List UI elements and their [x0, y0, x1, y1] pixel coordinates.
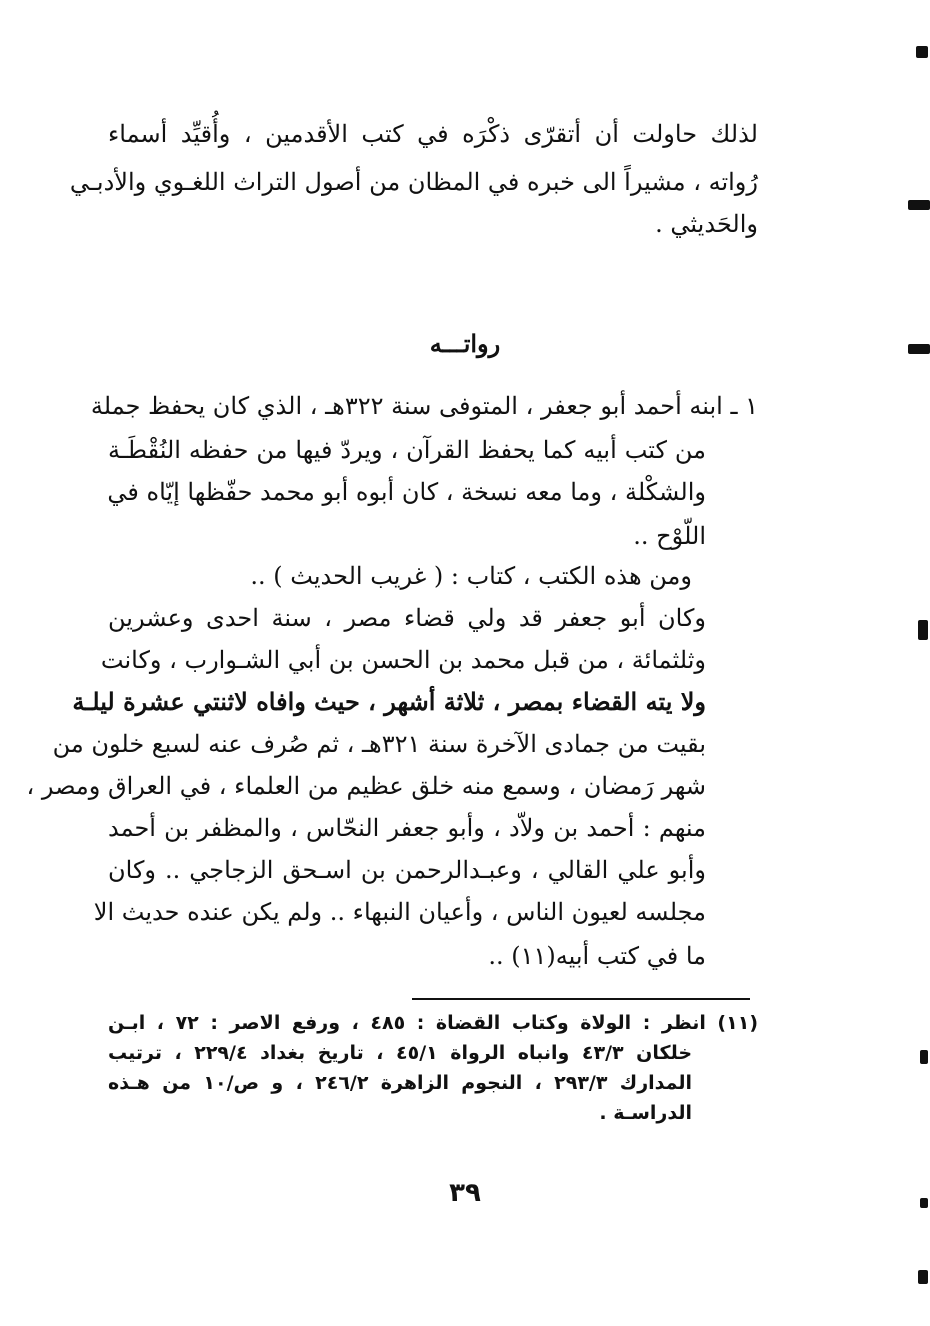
body-line-4: اللّوْح ..: [633, 522, 706, 550]
section-heading: رواتـــه: [429, 329, 501, 358]
scan-edge-mark: [920, 1198, 928, 1208]
scan-edge-mark: [908, 344, 930, 354]
footnote-line-3: المدارك ٢٩٣/٣ ، النجوم الزاهرة ٢٤٦/٢ ، و ص/١٠ من هـذه: [108, 1072, 693, 1094]
footnote-line-4: الدراسـة .: [599, 1102, 692, 1124]
scan-edge-mark: [920, 1050, 928, 1064]
body-line-5: ومن هذه الكتب ، كتاب : ( غريب الحديث ) ..: [250, 562, 692, 590]
intro-line-2: رُواته ، مشيراً الى خبره في المظان من أصول التراث اللغـوي والأدبـي: [69, 168, 758, 196]
footnote-separator: [412, 998, 750, 1000]
body-line-1: ١ ـ ابنه أحمد أبو جعفر ، المتوفى سنة ٣٢٢هـ ، الذي كان يحفظ جملة: [90, 392, 758, 420]
body-line-10: شهر رَمضان ، وسمع منه خلق عظيم من العلماء ، في العراق ومصر ،: [26, 772, 706, 800]
intro-line-3: والحَديثي .: [655, 210, 758, 238]
intro-line-1: لذلك حاولت أن أتقرّى ذكْرَه في كتب الأقدمين ، وأُقيِّد أسماء: [108, 120, 758, 148]
scan-edge-mark: [916, 46, 928, 58]
body-line-12: وأبو علي القالي ، وعبـدالرحمن بن اسـحق الزجاجي .. وكان: [108, 856, 706, 884]
scan-edge-mark: [918, 1270, 928, 1284]
body-line-3: والشكْلة ، وما معه نسخة ، كان أبوه أبو محمد حفّظها إيّاه في: [107, 478, 706, 506]
body-line-11: منهم : أحمد بن ولاّد ، وأبو جعفر النحّاس ، والمظفر بن أحمد: [108, 814, 706, 842]
scan-edge-mark: [918, 620, 928, 640]
page-number: ٣٩: [449, 1178, 481, 1208]
scan-edge-mark: [908, 200, 930, 210]
body-line-13: مجلسه لعيون الناس ، وأعيان النبهاء .. ولم يكن عنده حديث الا: [93, 898, 706, 926]
body-line-7: وثلثمائة ، من قبل محمد بن الحسن بن أبي الشـوارب ، وكانت: [100, 646, 706, 674]
body-line-9: بقيت من جمادى الآخرة سنة ٣٢١هـ ، ثم صُرف عنه لسبع خلون من: [52, 730, 706, 758]
body-line-6: وكان أبو جعفر قد ولي قضاء مصر ، سنة احدى وعشرين: [108, 604, 706, 632]
footnote-line-2: خلكان ٤٣/٣ وانباه الرواة ٤٥/١ ، تاريخ بغداد ٢٢٩/٤ ، ترتيب: [108, 1042, 693, 1064]
body-line-8: ولا يته القضاء بمصر ، ثلاثة أشهر ، حيث وافاه لاثنتي عشرة ليلـة: [72, 687, 706, 716]
body-line-14: ما في كتب أبيه(١١) ..: [488, 942, 706, 970]
body-line-2: من كتب أبيه كما يحفظ القرآن ، ويردّ فيها من حفظه النُقْطَـة: [108, 436, 706, 464]
footnote-line-1: (١١) انظر : الولاة وكتاب القضاة : ٤٨٥ ، ورفع الاصر : ٧٢ ، ابـن: [108, 1012, 758, 1034]
